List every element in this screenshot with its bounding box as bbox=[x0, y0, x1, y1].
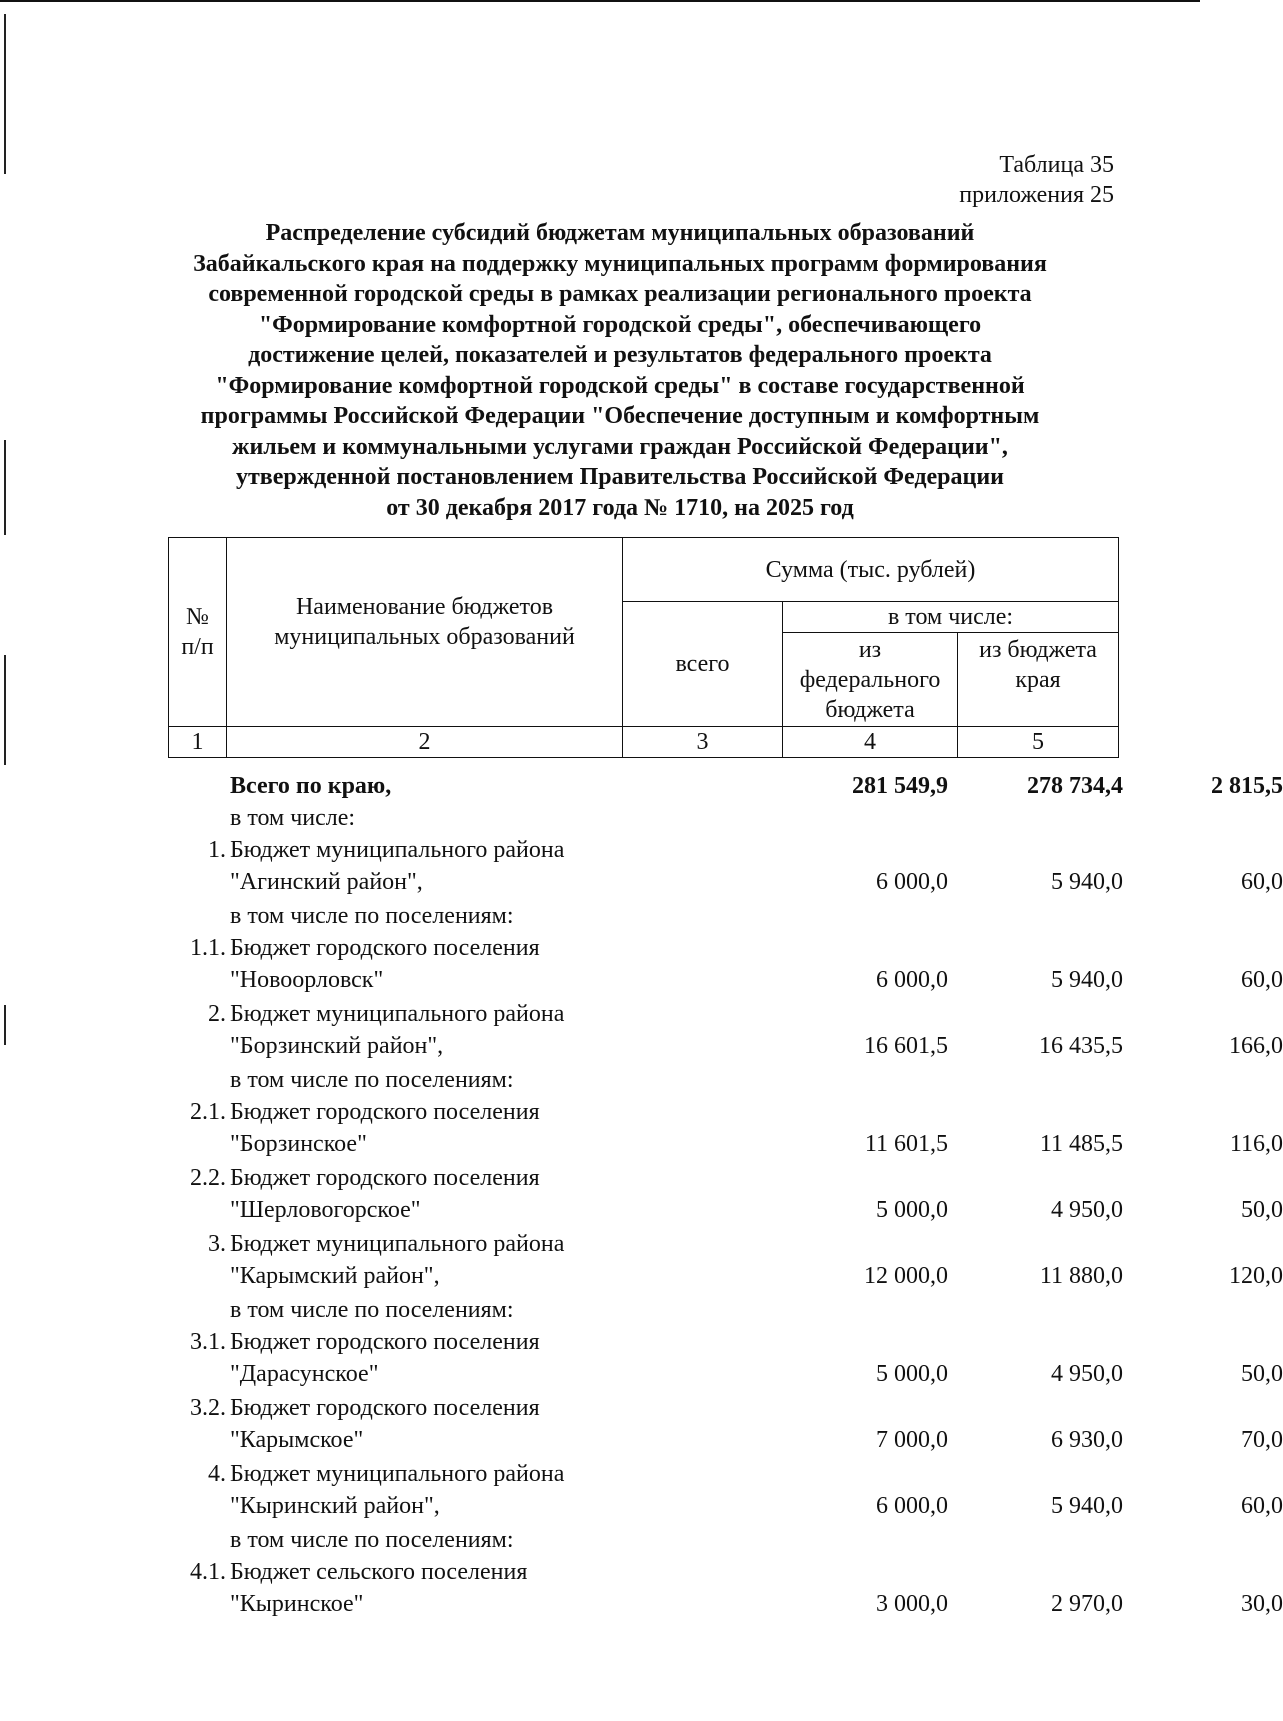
row-name: Бюджет городского поселения "Дарасунское" bbox=[230, 1329, 540, 1387]
row-total: 16 601,5 bbox=[864, 1033, 948, 1059]
table-row bbox=[168, 1326, 1283, 1390]
table-row bbox=[168, 834, 1283, 898]
row-regional: 116,0 bbox=[1229, 1131, 1283, 1157]
table-row bbox=[168, 1392, 1283, 1456]
table-row bbox=[168, 998, 1283, 1062]
title-line: программы Российской Федерации "Обеспечение доступным и комфортным bbox=[200, 403, 1040, 429]
row-federal: 4 950,0 bbox=[1051, 1361, 1123, 1387]
table-body bbox=[168, 770, 1283, 1622]
row-regional: 30,0 bbox=[1241, 1591, 1283, 1617]
row-name: Бюджет муниципального района "Карымский район", bbox=[230, 1231, 565, 1289]
row-name: Бюджет сельского поселения "Кыринское" bbox=[230, 1559, 528, 1617]
table-row bbox=[168, 1458, 1283, 1522]
list-item bbox=[168, 802, 1118, 834]
row-name: Бюджет городского поселения "Карымское" bbox=[230, 1395, 540, 1453]
row-federal: 5 940,0 bbox=[1051, 1493, 1123, 1519]
document-reference bbox=[959, 150, 1114, 210]
row-number: 1. bbox=[208, 837, 226, 863]
row-name: в том числе по поселениям: bbox=[230, 903, 514, 929]
row-name: в том числе по поселениям: bbox=[230, 1067, 514, 1093]
total-row-federal: 278 734,4 bbox=[1027, 773, 1123, 799]
table-label: Таблица 35 bbox=[999, 152, 1114, 178]
title-line: утвержденной постановлением Правительства Российской Федерации bbox=[235, 464, 1005, 490]
row-regional: 70,0 bbox=[1241, 1427, 1283, 1453]
table-row bbox=[168, 1524, 1118, 1556]
row-number: 1.1. bbox=[190, 935, 226, 961]
col-num-header: № п/п bbox=[169, 538, 227, 727]
row-federal: 4 950,0 bbox=[1051, 1197, 1123, 1223]
table-row bbox=[168, 1162, 1283, 1226]
row-number: 3.2. bbox=[190, 1395, 226, 1421]
row-total: 11 601,5 bbox=[864, 1131, 948, 1157]
col-number-4: 4 bbox=[783, 727, 958, 758]
row-total: 5 000,0 bbox=[876, 1361, 948, 1387]
table-row bbox=[168, 1294, 1118, 1326]
col-name-header: Наименование бюджетов муниципальных образований bbox=[227, 538, 623, 727]
row-number: 3.1. bbox=[190, 1329, 226, 1355]
row-federal: 2 970,0 bbox=[1051, 1591, 1123, 1617]
row-total: 5 000,0 bbox=[876, 1197, 948, 1223]
col-total-header: всего bbox=[623, 602, 783, 727]
col-number-3: 3 bbox=[623, 727, 783, 758]
col-number-1: 1 bbox=[169, 727, 227, 758]
table-row bbox=[168, 1228, 1283, 1292]
title-line: "Формирование комфортной городской среды", обеспечивающего bbox=[258, 311, 982, 338]
row-regional: 120,0 bbox=[1229, 1263, 1283, 1289]
table-row bbox=[168, 900, 1118, 932]
row-number: 4. bbox=[208, 1461, 226, 1487]
row-federal: 11 880,0 bbox=[1039, 1263, 1123, 1289]
row-number: 4.1. bbox=[190, 1559, 226, 1585]
total-row-total: 281 549,9 bbox=[852, 773, 948, 799]
row-total: 6 000,0 bbox=[876, 869, 948, 895]
row-regional: 50,0 bbox=[1241, 1197, 1283, 1223]
row-total: 6 000,0 bbox=[876, 1493, 948, 1519]
row-number: 2.1. bbox=[190, 1099, 226, 1125]
table-row bbox=[168, 1096, 1283, 1160]
total-row-regional: 2 815,5 bbox=[1211, 773, 1283, 799]
table-header bbox=[168, 537, 1119, 758]
scan-margin-mark bbox=[4, 440, 6, 535]
scan-top-edge bbox=[0, 0, 1200, 2]
col-regional-header: из бюджета края bbox=[958, 633, 1119, 727]
row-total: 12 000,0 bbox=[864, 1263, 948, 1289]
row-number: 2.2. bbox=[190, 1165, 226, 1191]
title-line: современной городской среды в рамках реализации регионального проекта bbox=[208, 281, 1032, 307]
document-title bbox=[150, 218, 1090, 523]
table-row bbox=[168, 932, 1283, 996]
title-line: достижение целей, показателей и результатов федерального проекта bbox=[248, 342, 992, 368]
total-row-note: в том числе: bbox=[230, 805, 356, 831]
row-name: Бюджет городского поселения "Борзинское" bbox=[230, 1099, 540, 1157]
row-number: 2. bbox=[208, 1001, 226, 1027]
table-row bbox=[168, 1556, 1283, 1620]
row-name: Бюджет муниципального района "Кыринский район", bbox=[230, 1461, 565, 1519]
row-total: 3 000,0 bbox=[876, 1591, 948, 1617]
row-federal: 11 485,5 bbox=[1039, 1131, 1123, 1157]
row-federal: 16 435,5 bbox=[1039, 1033, 1123, 1059]
table-row bbox=[168, 1064, 1118, 1096]
appendix-label: приложения 25 bbox=[959, 182, 1114, 208]
row-name: Бюджет муниципального района "Агинский район", bbox=[230, 837, 565, 895]
title-line: от 30 декабря 2017 года № 1710, на 2025 год bbox=[386, 494, 854, 521]
scan-margin-mark bbox=[4, 655, 6, 765]
row-regional: 50,0 bbox=[1241, 1361, 1283, 1387]
row-regional: 60,0 bbox=[1241, 869, 1283, 895]
row-name: Бюджет городского поселения "Новоорловск" bbox=[230, 935, 540, 993]
scan-margin-mark bbox=[4, 1005, 6, 1045]
title-line: жильем и коммунальными услугами граждан Российской Федерации", bbox=[232, 433, 1008, 460]
row-regional: 60,0 bbox=[1241, 967, 1283, 993]
title-line: Распределение субсидий бюджетам муниципальных образований bbox=[265, 220, 975, 246]
row-federal: 5 940,0 bbox=[1051, 869, 1123, 895]
row-total: 7 000,0 bbox=[876, 1427, 948, 1453]
scan-margin-mark bbox=[4, 14, 6, 174]
row-total: 6 000,0 bbox=[876, 967, 948, 993]
col-number-2: 2 bbox=[227, 727, 623, 758]
row-federal: 5 940,0 bbox=[1051, 967, 1123, 993]
col-including-header: в том числе: bbox=[783, 602, 1119, 633]
total-row bbox=[168, 770, 1283, 802]
row-name: Бюджет муниципального района "Борзинский район", bbox=[230, 1001, 565, 1059]
row-name: Бюджет городского поселения "Шерловогорское" bbox=[230, 1165, 540, 1223]
row-name: в том числе по поселениям: bbox=[230, 1297, 514, 1323]
row-regional: 166,0 bbox=[1229, 1033, 1283, 1059]
total-row-label: Всего по краю, bbox=[230, 773, 392, 799]
title-line: Забайкальского края на поддержку муниципальных программ формирования bbox=[193, 250, 1047, 277]
row-regional: 60,0 bbox=[1241, 1493, 1283, 1519]
col-federal-header: из федерального бюджета bbox=[783, 633, 958, 727]
row-name: в том числе по поселениям: bbox=[230, 1527, 514, 1553]
title-line: "Формирование комфортной городской среды" в составе государственной bbox=[215, 372, 1025, 399]
col-number-5: 5 bbox=[958, 727, 1119, 758]
row-number: 3. bbox=[208, 1231, 226, 1257]
col-sum-header: Сумма (тыс. рублей) bbox=[623, 538, 1119, 602]
row-federal: 6 930,0 bbox=[1051, 1427, 1123, 1453]
